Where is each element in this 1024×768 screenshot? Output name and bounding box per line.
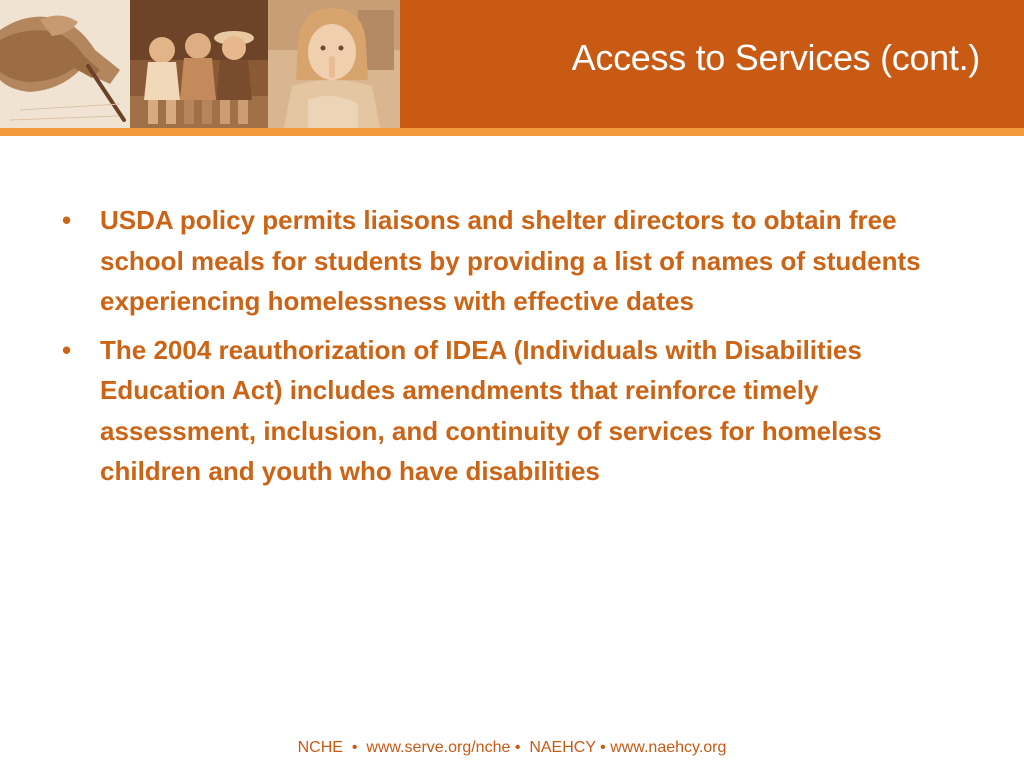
slide-title: Access to Services (cont.) xyxy=(571,37,980,78)
hand-writing-photo xyxy=(0,0,130,128)
slide-body xyxy=(62,200,972,500)
bullet-item xyxy=(62,330,972,492)
bullet-item xyxy=(62,200,972,322)
bullet-text: The 2004 reauthorization of IDEA (Individuals with Disabilities Education Act) includes amendments that reinforce timely assessment, inclusion, and continuity of services for homeless children and youth who have disabilities xyxy=(100,334,882,486)
slide-footer xyxy=(0,738,1024,758)
header-stripe xyxy=(0,128,1024,136)
three-children-photo xyxy=(130,0,268,128)
girl-thinking-photo xyxy=(268,0,400,128)
bullet-marker: • xyxy=(62,205,72,235)
bullet-list xyxy=(62,200,972,492)
bullet-text: USDA policy permits liaisons and shelter directors to obtain free school meals for students by providing a list of names of students experiencing homelessness with effective dates xyxy=(100,205,921,316)
bullet-marker: • xyxy=(62,334,72,365)
footer-text: NCHE • www.serve.org/nche • NAEHCY • www.naehcy.org xyxy=(297,739,727,756)
